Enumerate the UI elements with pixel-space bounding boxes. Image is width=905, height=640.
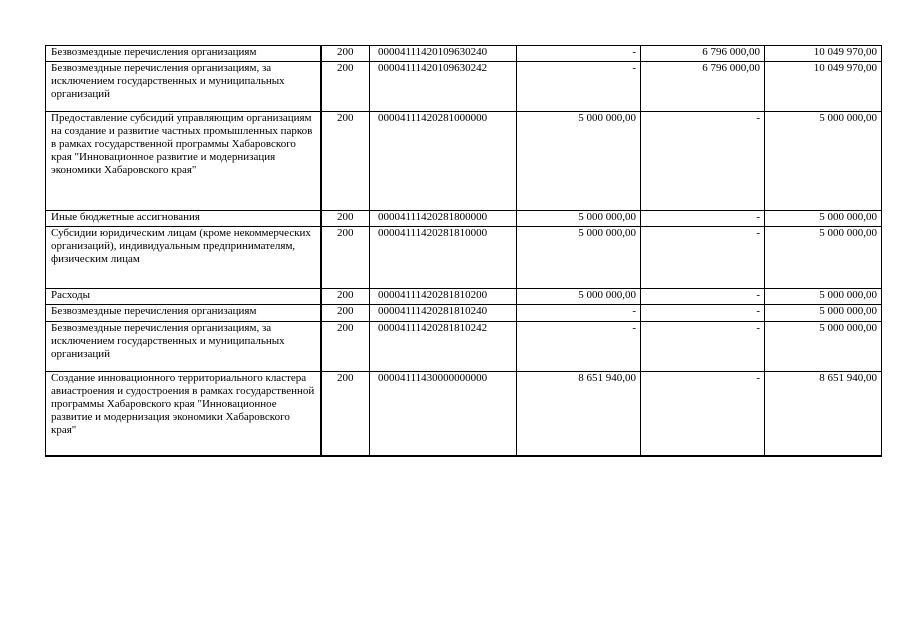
row-remaining-value-cell: 5 000 000,00 xyxy=(765,227,882,289)
row-remaining-value-cell: 8 651 940,00 xyxy=(765,372,882,456)
row-name-cell: Создание инновационного территориального кластера авиастроения и судостроения в рамках государственной программы Хабаровского края "Инновационное развитие и модернизация экономики Хабаровского края" xyxy=(46,372,321,456)
table-row xyxy=(46,322,882,372)
row-name-cell: Безвозмездные перечисления организациям xyxy=(46,305,321,322)
row-code-cell: 200 xyxy=(321,211,370,227)
row-executed-value-cell: 6 796 000,00 xyxy=(641,62,765,112)
row-approved-value-cell: 8 651 940,00 xyxy=(517,372,641,456)
row-remaining-value-cell: 5 000 000,00 xyxy=(765,112,882,211)
row-kbk-cell: 00004111420281810200 xyxy=(370,289,517,305)
table-row xyxy=(46,46,882,62)
row-executed-value-cell: - xyxy=(641,372,765,456)
row-approved-value-cell: - xyxy=(517,322,641,372)
row-name-cell: Безвозмездные перечисления организациям, за исключением государственных и муниципальных организаций xyxy=(46,62,321,112)
row-name-cell: Иные бюджетные ассигнования xyxy=(46,211,321,227)
row-kbk-cell: 00004111420109630240 xyxy=(370,46,517,62)
row-kbk-cell: 00004111420109630242 xyxy=(370,62,517,112)
row-approved-value-cell: 5 000 000,00 xyxy=(517,211,641,227)
table-row xyxy=(46,372,882,456)
row-code-cell: 200 xyxy=(321,46,370,62)
row-approved-value-cell: - xyxy=(517,62,641,112)
table-row xyxy=(46,211,882,227)
table-row xyxy=(46,112,882,211)
row-code-cell: 200 xyxy=(321,62,370,112)
row-executed-value-cell: - xyxy=(641,322,765,372)
row-executed-value-cell: - xyxy=(641,211,765,227)
row-executed-value-cell: 6 796 000,00 xyxy=(641,46,765,62)
row-name-cell: Безвозмездные перечисления организациям xyxy=(46,46,321,62)
row-remaining-value-cell: 5 000 000,00 xyxy=(765,289,882,305)
row-approved-value-cell: - xyxy=(517,46,641,62)
row-remaining-value-cell: 10 049 970,00 xyxy=(765,62,882,112)
row-name-cell: Субсидии юридическим лицам (кроме некоммерческих организаций), индивидуальным предпринимателям, физическим лицам xyxy=(46,227,321,289)
row-remaining-value-cell: 5 000 000,00 xyxy=(765,305,882,322)
row-name-cell: Безвозмездные перечисления организациям, за исключением государственных и муниципальных организаций xyxy=(46,322,321,372)
budget-expenditure-table xyxy=(45,45,882,457)
row-executed-value-cell: - xyxy=(641,227,765,289)
row-code-cell: 200 xyxy=(321,112,370,211)
row-executed-value-cell: - xyxy=(641,112,765,211)
row-approved-value-cell: 5 000 000,00 xyxy=(517,112,641,211)
row-kbk-cell: 00004111420281800000 xyxy=(370,211,517,227)
row-approved-value-cell: 5 000 000,00 xyxy=(517,227,641,289)
row-code-cell: 200 xyxy=(321,322,370,372)
row-kbk-cell: 00004111430000000000 xyxy=(370,372,517,456)
row-executed-value-cell: - xyxy=(641,289,765,305)
row-executed-value-cell: - xyxy=(641,305,765,322)
row-code-cell: 200 xyxy=(321,305,370,322)
table-row xyxy=(46,62,882,112)
row-kbk-cell: 00004111420281810242 xyxy=(370,322,517,372)
row-kbk-cell: 00004111420281810240 xyxy=(370,305,517,322)
row-remaining-value-cell: 5 000 000,00 xyxy=(765,322,882,372)
row-remaining-value-cell: 5 000 000,00 xyxy=(765,211,882,227)
row-remaining-value-cell: 10 049 970,00 xyxy=(765,46,882,62)
table-row xyxy=(46,305,882,322)
row-approved-value-cell: 5 000 000,00 xyxy=(517,289,641,305)
table-row xyxy=(46,289,882,305)
row-kbk-cell: 00004111420281810000 xyxy=(370,227,517,289)
row-code-cell: 200 xyxy=(321,289,370,305)
row-name-cell: Расходы xyxy=(46,289,321,305)
row-kbk-cell: 00004111420281000000 xyxy=(370,112,517,211)
table-row xyxy=(46,227,882,289)
row-name-cell: Предоставление субсидий управляющим организациям на создание и развитие частных промышленных парков в рамках государственной программы Хабаровского края "Инновационное развитие и модернизация экономики Хабаровского края" xyxy=(46,112,321,211)
row-approved-value-cell: - xyxy=(517,305,641,322)
row-code-cell: 200 xyxy=(321,372,370,456)
row-code-cell: 200 xyxy=(321,227,370,289)
